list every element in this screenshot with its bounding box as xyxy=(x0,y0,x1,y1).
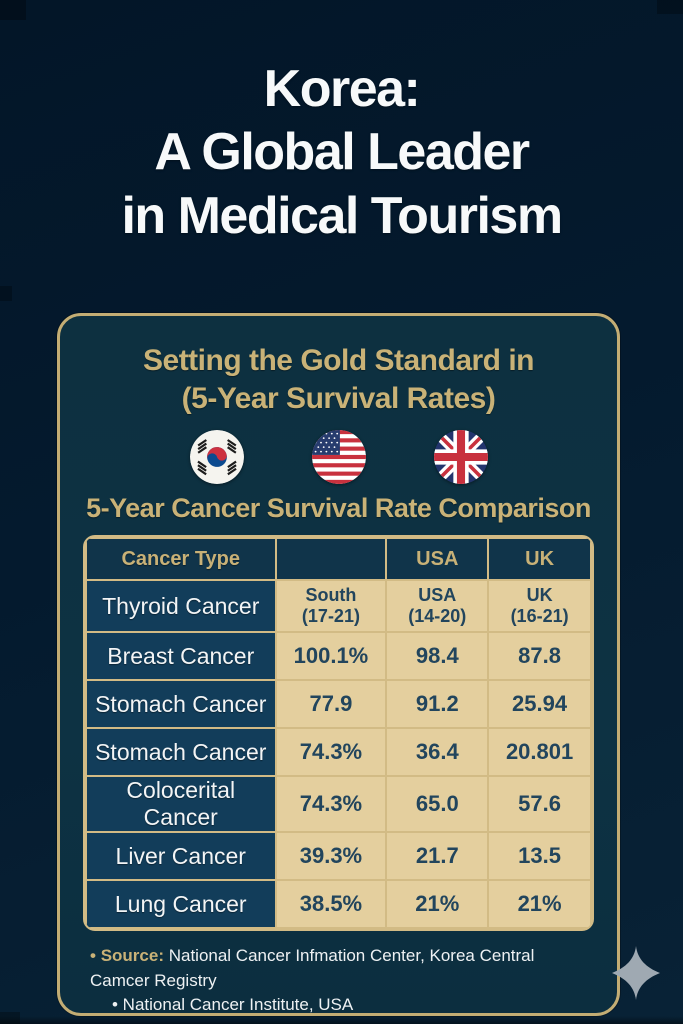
korea-value: 74.3% xyxy=(276,776,387,832)
korea-value: 77.9 xyxy=(276,680,387,728)
table-row xyxy=(86,832,591,880)
usa-value: 36.4 xyxy=(386,728,488,776)
title-line-2: A Global Leader xyxy=(154,123,529,182)
usa-value: 21.7 xyxy=(386,832,488,880)
uk-value: 25.94 xyxy=(488,680,591,728)
korea-period-cell xyxy=(276,580,387,632)
period-line: South xyxy=(305,584,357,605)
uk-value: 20.801 xyxy=(488,728,591,776)
table-row xyxy=(86,880,591,928)
usa-value: 91.2 xyxy=(386,680,488,728)
period-line: (16-21) xyxy=(510,606,569,627)
corner-artifact xyxy=(0,0,26,20)
row-label: Breast Cancer xyxy=(86,632,276,680)
uk-value: 13.5 xyxy=(488,832,591,880)
row-label: Liver Cancer xyxy=(86,832,276,880)
bullet: • xyxy=(90,946,96,965)
row-label: Stomach Cancer xyxy=(86,728,276,776)
source-note xyxy=(90,944,590,1018)
source-label: Source: xyxy=(100,946,164,965)
title-line-1: Korea: xyxy=(263,60,420,118)
period-line: (14-20) xyxy=(408,606,467,627)
row-label: Thyroid Cancer xyxy=(86,580,276,632)
flags-row xyxy=(60,430,617,484)
panel-heading-line-2: (5-Year Survival Rates) xyxy=(181,382,496,416)
bottom-shade xyxy=(0,1016,683,1024)
uk-flag-icon xyxy=(434,430,488,484)
panel-heading-line-1: Setting the Gold Standard in xyxy=(143,344,534,377)
source-line-1 xyxy=(90,944,590,993)
header-cancer-type: Cancer Type xyxy=(86,538,276,580)
header-uk: UK xyxy=(488,538,591,580)
sparkle-icon xyxy=(612,946,660,1000)
source-text-1: National Cancer Infmation Center, Korea Central Camcer Registry xyxy=(90,946,535,990)
table-row xyxy=(86,728,591,776)
uk-value: 21% xyxy=(488,880,591,928)
page-title xyxy=(0,58,683,248)
period-line: UK xyxy=(526,584,553,605)
table-row xyxy=(86,580,591,632)
bullet: • xyxy=(112,995,118,1015)
survival-rates-panel xyxy=(57,313,620,1016)
usa-value: 65.0 xyxy=(386,776,488,832)
corner-artifact xyxy=(657,0,683,14)
table-row xyxy=(86,680,591,728)
row-label: Colocerital Cancer xyxy=(86,776,276,832)
source-line-2 xyxy=(112,993,590,1018)
uk-value: 87.8 xyxy=(488,632,591,680)
korea-value: 100.1% xyxy=(276,632,387,680)
uk-period-cell xyxy=(488,580,591,632)
table-row xyxy=(86,632,591,680)
edge-artifact xyxy=(0,286,12,301)
header-korea xyxy=(276,538,387,580)
korea-value: 38.5% xyxy=(276,880,387,928)
header-usa: USA xyxy=(386,538,488,580)
south-korea-flag-icon xyxy=(190,430,244,484)
uk-value: 57.6 xyxy=(488,776,591,832)
row-label: Stomach Cancer xyxy=(86,680,276,728)
period-line: (17-21) xyxy=(301,606,360,627)
source-text-2: National Cancer Institute, USA xyxy=(117,995,354,1015)
korea-value: 74.3% xyxy=(276,728,387,776)
table-header-row xyxy=(86,538,591,580)
comparison-table xyxy=(83,535,594,931)
row-label: Lung Cancer xyxy=(86,880,276,928)
usa-value: 98.4 xyxy=(386,632,488,680)
usa-value: 21% xyxy=(386,880,488,928)
korea-value: 39.3% xyxy=(276,832,387,880)
period-line: USA xyxy=(418,584,457,605)
table-title: 5-Year Cancer Survival Rate Comparison xyxy=(86,493,591,524)
table-row xyxy=(86,776,591,832)
usa-period-cell xyxy=(386,580,488,632)
usa-flag-icon xyxy=(312,430,366,484)
panel-heading xyxy=(60,342,617,418)
title-line-3: in Medical Tourism xyxy=(121,186,562,245)
